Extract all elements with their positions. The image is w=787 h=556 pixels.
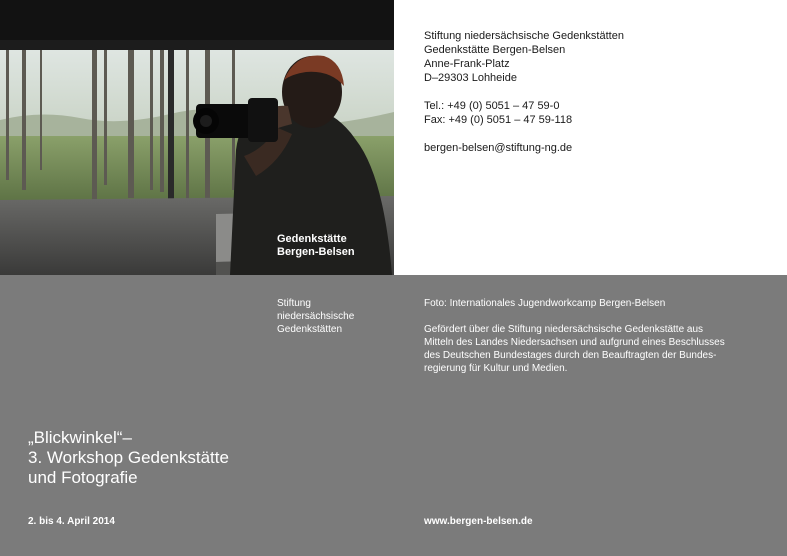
organisation-line: Stiftung bbox=[277, 298, 311, 309]
event-date: 2. bis 4. April 2014 bbox=[28, 516, 115, 527]
fax-number: Fax: +49 (0) 5051 – 47 59-118 bbox=[424, 114, 573, 126]
email-address: bergen-belsen@stiftung-ng.de bbox=[424, 142, 573, 154]
event-title-line: 3. Workshop Gedenkstätte bbox=[28, 448, 229, 467]
funding-line: regierung für Kultur und Medien. bbox=[424, 363, 568, 374]
info-panel bbox=[0, 275, 787, 556]
organisation-line: Gedenkstätten bbox=[277, 324, 343, 335]
credits-block bbox=[424, 297, 774, 375]
organisation-line: niedersächsische bbox=[277, 311, 355, 322]
funding-line: Gefördert über die Stiftung niedersächsische Gedenkstätte aus bbox=[424, 324, 704, 335]
event-title bbox=[28, 428, 328, 488]
website-link[interactable]: www.bergen-belsen.de bbox=[424, 516, 533, 527]
address-line: Anne-Frank-Platz bbox=[424, 58, 510, 70]
photo-caption-line: Bergen-Belsen bbox=[277, 246, 355, 258]
event-title-line: und Fotografie bbox=[28, 468, 138, 487]
organisation-name bbox=[277, 297, 354, 336]
spacer bbox=[424, 310, 774, 323]
funding-line: Mitteln des Landes Niedersachsen und aufgrund eines Beschlusses bbox=[424, 337, 725, 348]
photo-caption-line: Gedenkstätte bbox=[277, 233, 347, 245]
cover-photo bbox=[0, 0, 394, 275]
camera-icon bbox=[193, 98, 278, 142]
spacer bbox=[424, 127, 764, 141]
spacer bbox=[424, 85, 764, 99]
contact-block bbox=[424, 29, 764, 155]
photo-credit: Foto: Internationales Jugendworkcamp Bergen-Belsen bbox=[424, 298, 666, 309]
photo-caption bbox=[277, 233, 355, 259]
address-line: Stiftung niedersächsische Gedenkstätten bbox=[424, 30, 624, 42]
address-line: Gedenkstätte Bergen-Belsen bbox=[424, 44, 566, 56]
event-title-line: „Blickwinkel“– bbox=[28, 428, 132, 447]
address-line: D–29303 Lohheide bbox=[424, 72, 517, 84]
phone-number: Tel.: +49 (0) 5051 – 47 59-0 bbox=[424, 100, 560, 112]
funding-line: des Deutschen Bundestages durch den Beauftragten der Bundes- bbox=[424, 350, 717, 361]
